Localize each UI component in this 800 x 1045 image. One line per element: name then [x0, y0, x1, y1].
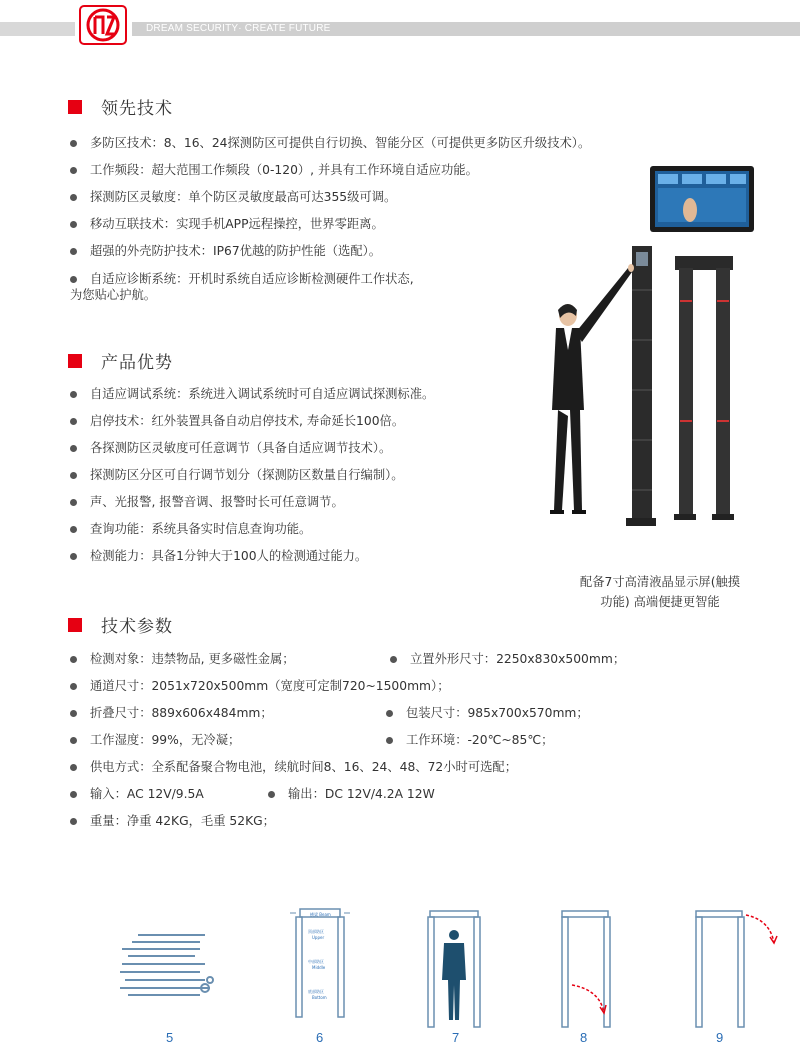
list-item-line: 为您贴心护航。 [70, 288, 157, 302]
spec-table [70, 646, 780, 835]
spec-item: 输入：AC 12V/9.5A [70, 781, 204, 808]
spec-item: 输出：DC 12V/4.2A 12W [268, 781, 435, 808]
spec-item: 重量：净重 42KG，毛重 52KG； [70, 808, 275, 835]
list-item [70, 265, 520, 303]
list-item: 声、光报警, 报警音调、报警时长可任意调节。 [70, 489, 434, 516]
advantage-list [70, 381, 434, 570]
folded-parts-diagram [120, 935, 213, 995]
list-item: 启停技术：红外装置具备自动启停技术, 寿命延长100倍。 [70, 408, 434, 435]
image-caption [560, 572, 760, 612]
metal-detector-gate [626, 246, 734, 526]
spec-row [70, 781, 780, 808]
product-illustration [540, 160, 760, 560]
woman-figure [550, 264, 634, 514]
figure-label: 9 [716, 1030, 724, 1045]
list-item: 多防区技术：8、16、24探测防区可提供自行切换、智能分区（可提供更多防区升级技术）。 [70, 130, 590, 157]
spec-row [70, 754, 780, 781]
spec-item: 检测对象：违禁物品, 更多磁性金属； [70, 646, 295, 673]
spec-row [70, 673, 780, 700]
spec-item: 工作湿度：99%，无冷凝； [70, 727, 240, 754]
caption-line: 配备7寸高清液晶显示屏(触摸 [579, 575, 741, 589]
list-item: 探测防区分区可自行调节划分（探测防区数量自行编制）。 [70, 462, 434, 489]
installation-diagrams [0, 895, 800, 1045]
gate-fold-diagram [562, 911, 610, 1027]
section-lead-title: 领先技术 [101, 99, 173, 119]
touchscreen-image [650, 166, 754, 232]
list-item: 超强的外壳防护技术：IP67优越的防护性能（选配）。 [70, 238, 590, 265]
list-item: 探测防区灵敏度：单个防区灵敏度最高可达355级可调。 [70, 184, 590, 211]
person-in-gate-diagram [428, 911, 480, 1027]
section-marker-icon [68, 618, 82, 632]
section-lead-heading [68, 94, 173, 119]
list-item: 检测能力：具备1分钟大于100人的检测通过能力。 [70, 543, 434, 570]
spec-item: 通道尺寸：2051x720x500mm（宽度可定制720~1500mm）； [70, 673, 450, 700]
list-item: 查询功能：系统具备实时信息查询功能。 [70, 516, 434, 543]
header-slogan: DREAM SECURITY· CREATE FUTURE [146, 23, 331, 34]
zone-label-middle: 中部防区 [308, 959, 324, 964]
zone-label-middle-en: Middle [312, 965, 326, 970]
spec-item: 包装尺寸：985x700x570mm； [386, 700, 589, 727]
spec-row [70, 646, 780, 673]
zone-label-bottom: 底部防区 [308, 989, 324, 994]
spec-item: 立置外形尺寸：2250x830x500mm； [390, 646, 625, 673]
spec-item: 工作环境：-20℃~85℃； [386, 727, 553, 754]
lead-tech-list [70, 130, 590, 303]
zone-label-top: 横梁 Beam [310, 912, 331, 917]
figure-label: 7 [452, 1030, 460, 1045]
figure-label: 6 [316, 1030, 324, 1045]
caption-line: 功能) 高端便捷更智能 [600, 595, 720, 609]
list-item-line: 自适应诊断系统：开机时系统自适应诊断检测硬件工作状态, [90, 272, 414, 286]
zone-label-upper: 顶部防区 [308, 929, 324, 934]
header-bar-left [0, 22, 75, 36]
company-logo [78, 4, 128, 46]
gate-rotate-diagram [696, 911, 777, 1027]
list-item: 各探测防区灵敏度可任意调节（具备自适应调节技术）。 [70, 435, 434, 462]
figure-label: 8 [580, 1030, 588, 1045]
section-specs-heading [68, 612, 173, 637]
spec-item: 折叠尺寸：889x606x484mm； [70, 700, 273, 727]
spec-row [70, 727, 780, 754]
section-advantage-heading [68, 348, 173, 373]
zone-label-upper-en: Upper [312, 935, 325, 940]
section-advantage-title: 产品优势 [101, 353, 173, 373]
spec-row [70, 808, 780, 835]
list-item: 自适应调试系统：系统进入调试系统时可自适应调试探测标准。 [70, 381, 434, 408]
section-marker-icon [68, 354, 82, 368]
spec-item: 供电方式：全系配备聚合物电池，续航时间8、16、24、48、72小时可选配； [70, 754, 517, 781]
spec-row [70, 700, 780, 727]
list-item: 移动互联技术：实现手机APP远程操控，世界零距离。 [70, 211, 590, 238]
figure-label: 5 [166, 1030, 174, 1045]
list-item: 工作频段：超大范围工作频段（0-120）, 并具有工作环境自适应功能。 [70, 157, 590, 184]
zone-label-bottom-en: Bottom [312, 995, 327, 1000]
section-specs-title: 技术参数 [101, 617, 173, 637]
section-marker-icon [68, 100, 82, 114]
